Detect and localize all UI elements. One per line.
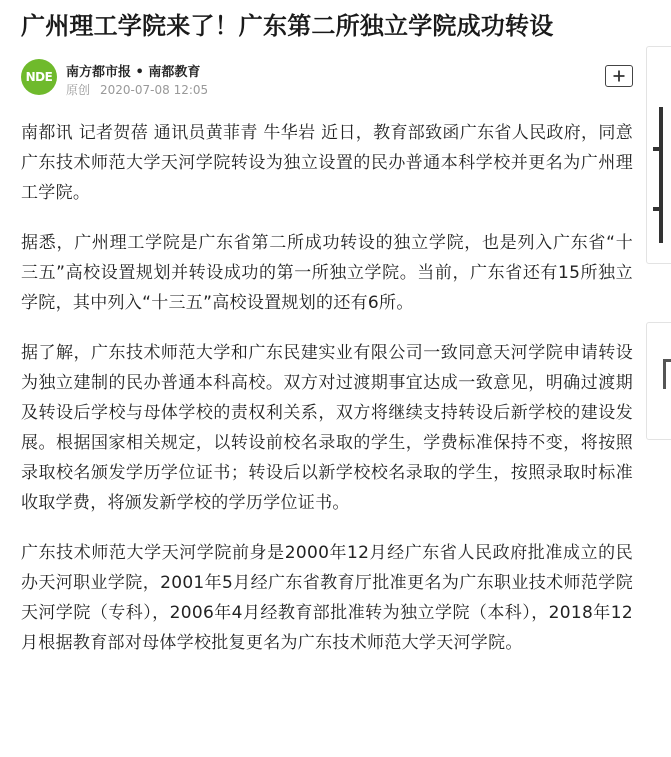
article-paragraph: 据悉，广州理工学院是广东省第二所成功转设的独立学院，也是列入广东省“十三五”高校设置规划并转设成功的第一所独立学院。当前，广东省还有15所独立学院，其中列入“十三五”高校设置规划的还有6所。 — [21, 233, 633, 313]
follow-button[interactable] — [605, 65, 633, 87]
article-body — [21, 118, 633, 678]
original-tag: 原创 — [66, 83, 91, 97]
article-paragraph: 南都讯 记者贺蓓 通讯员黄菲青 牛华岩 近日，教育部致函广东省人民政府，同意广东技术师范大学天河学院转设为独立设置的民办普通本科学校并更名为广州理工学院。 — [21, 123, 633, 203]
article-meta — [66, 81, 208, 98]
article-paragraph: 广东技术师范大学天河学院前身是2000年12月经广东省人民政府批准成立的民办天河职业学院，2001年5月经广东省教育厅批准更名为广东职业技术师范学院天河学院（专科），2006年4月经教育部批准转为独立学院（本科），2018年12月根据教育部对母体学校批复更名为广东技术师范大学天河学院。 — [21, 543, 633, 653]
source-name[interactable]: 南方都市报 • 南都教育 — [66, 65, 201, 80]
publish-date: 2020-07-08 12:05 — [100, 83, 209, 97]
article-title: 广州理工学院来了！广东第二所独立学院成功转设 — [21, 12, 554, 40]
qr-code-fragment — [653, 207, 663, 211]
side-rail — [646, 0, 671, 757]
plus-icon — [613, 70, 625, 82]
source-avatar[interactable]: NDE — [21, 59, 57, 95]
author-row — [21, 59, 633, 99]
side-action-card[interactable] — [646, 322, 671, 440]
qr-code-card[interactable] — [646, 46, 671, 264]
side-action-icon — [663, 359, 671, 389]
qr-code-icon — [659, 107, 663, 243]
qr-code-fragment — [653, 147, 663, 151]
article-paragraph: 据了解，广东技术师范大学和广东民建实业有限公司一致同意天河学院申请转设为独立建制的民办普通本科高校。双方对过渡期事宜达成一致意见，明确过渡期及转设后学校与母体学校的责权利关系，双方将继续支持转设后新学校的建设发展。根据国家相关规定，以转设前校名录取的学生，学费标准保持不变，将按照录取校名颁发学历学位证书；转设后以新学校校名录取的学生，按照录取时标准收取学费，将颁发新学校的学历学位证书。 — [21, 343, 633, 513]
